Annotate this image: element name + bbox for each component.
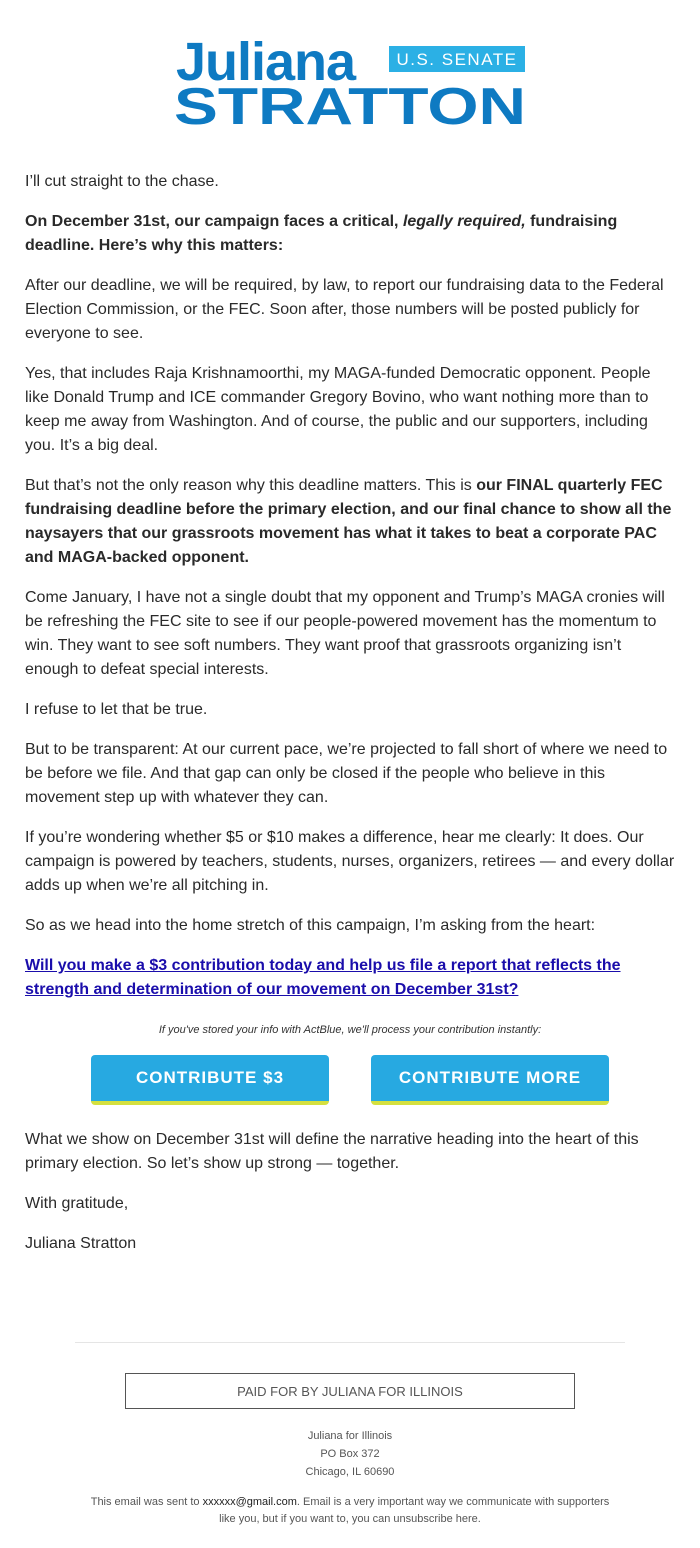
actblue-note: If you've stored your info with ActBlue, we'll process your contribution instantly: [158, 1024, 542, 1036]
closing-paragraph: What we show on December 31st will define the narrative heading into the heart of this primary election. So let’s show up strong — together. [25, 1131, 639, 1172]
signoff: With gratitude, [25, 1195, 129, 1212]
contribution-link[interactable]: Will you make a $3 contribution today and help us file a report that reflects the strength and determination of our movement on December 31st? [25, 957, 621, 998]
final-deadline-bold: our FINAL quarterly FEC fundraising deadline before the primary election, and our final chance to show all the naysayers that our grassroots movement has what it takes to beat a corporate PAC and MAGA-backed opponent. [25, 477, 672, 566]
footer-sent-prefix: This email was sent to [90, 1496, 203, 1508]
address-org: Juliana for Illinois [307, 1430, 393, 1442]
january-paragraph: Come January, I have not a single doubt that my opponent and Trump’s MAGA cronies will be refreshing the FEC site to see if our people-powered movement has the momentum to win. They want to see soft numbers. They want proof that grassroots organizing isn’t enough to defeat special interests. [25, 589, 665, 678]
transparent-paragraph: But to be transparent: At our current pace, we’re projected to fall short of where we need to be before we file. And that gap can only be closed if the people who believe in this movement step up with whatever they can. [25, 741, 668, 806]
campaign-logo [0, 30, 700, 130]
logo-first-name: Juliana [176, 32, 356, 92]
email-body [25, 170, 675, 1002]
final-deadline-paragraph [25, 474, 675, 570]
deadline-emphasis: legally required, [402, 213, 526, 230]
ask-paragraph: So as we head into the home stretch of this campaign, I’m asking from the heart: [25, 917, 596, 934]
final-deadline-text: But that’s not the only reason why this deadline matters. This is [25, 477, 477, 494]
contribute-3-button[interactable]: CONTRIBUTE $3 [91, 1055, 329, 1105]
deadline-paragraph [25, 210, 675, 258]
opponent-paragraph: Yes, that includes Raja Krishnamoorthi, my MAGA-funded Democratic opponent. People like Donald Trump and ICE commander Gregory Bovino, who want nothing more than to keep me away from Washington. And of course, the public and our supporters, including you. It’s a big deal. [25, 365, 651, 454]
closing-section [25, 1128, 675, 1272]
address-city: Chicago, IL 60690 [305, 1466, 395, 1478]
refuse-paragraph: I refuse to let that be true. [25, 701, 208, 718]
footer-divider [75, 1342, 625, 1343]
deadline-text-b: fundraising deadline. Here’s why this matters: [25, 213, 618, 254]
logo-office-text: U.S. SENATE [396, 50, 518, 69]
mailing-address [0, 1427, 700, 1481]
difference-paragraph: If you’re wondering whether $5 or $10 makes a difference, hear me clearly: It does. Our campaign is powered by teachers, students, nurses, organizers, retirees — and every dollar adds up when we’re all pitching in. [25, 829, 675, 894]
signature: Juliana Stratton [25, 1235, 137, 1252]
intro-paragraph: I’ll cut straight to the chase. [25, 173, 219, 190]
recipient-email: xxxxxx@gmail.com [202, 1496, 297, 1508]
contribute-more-button[interactable]: CONTRIBUTE MORE [371, 1055, 609, 1105]
footer-sent-suffix[interactable]: . Email is a very important way we communicate with supporters like you, but if you want to, you can unsubscribe here. [219, 1496, 610, 1525]
footer-notice [90, 1494, 610, 1528]
paid-for-box: PAID FOR BY JULIANA FOR ILLINOIS [125, 1373, 575, 1409]
address-po-box: PO Box 372 [320, 1448, 380, 1460]
fec-paragraph: After our deadline, we will be required, by law, to report our fundraising data to the Federal Election Commission, or the FEC. Soon after, those numbers will be posted publicly for everyone to see. [25, 277, 664, 342]
deadline-text-a: On December 31st, our campaign faces a critical, [25, 213, 403, 230]
logo-last-name: STRATTON [174, 78, 526, 130]
